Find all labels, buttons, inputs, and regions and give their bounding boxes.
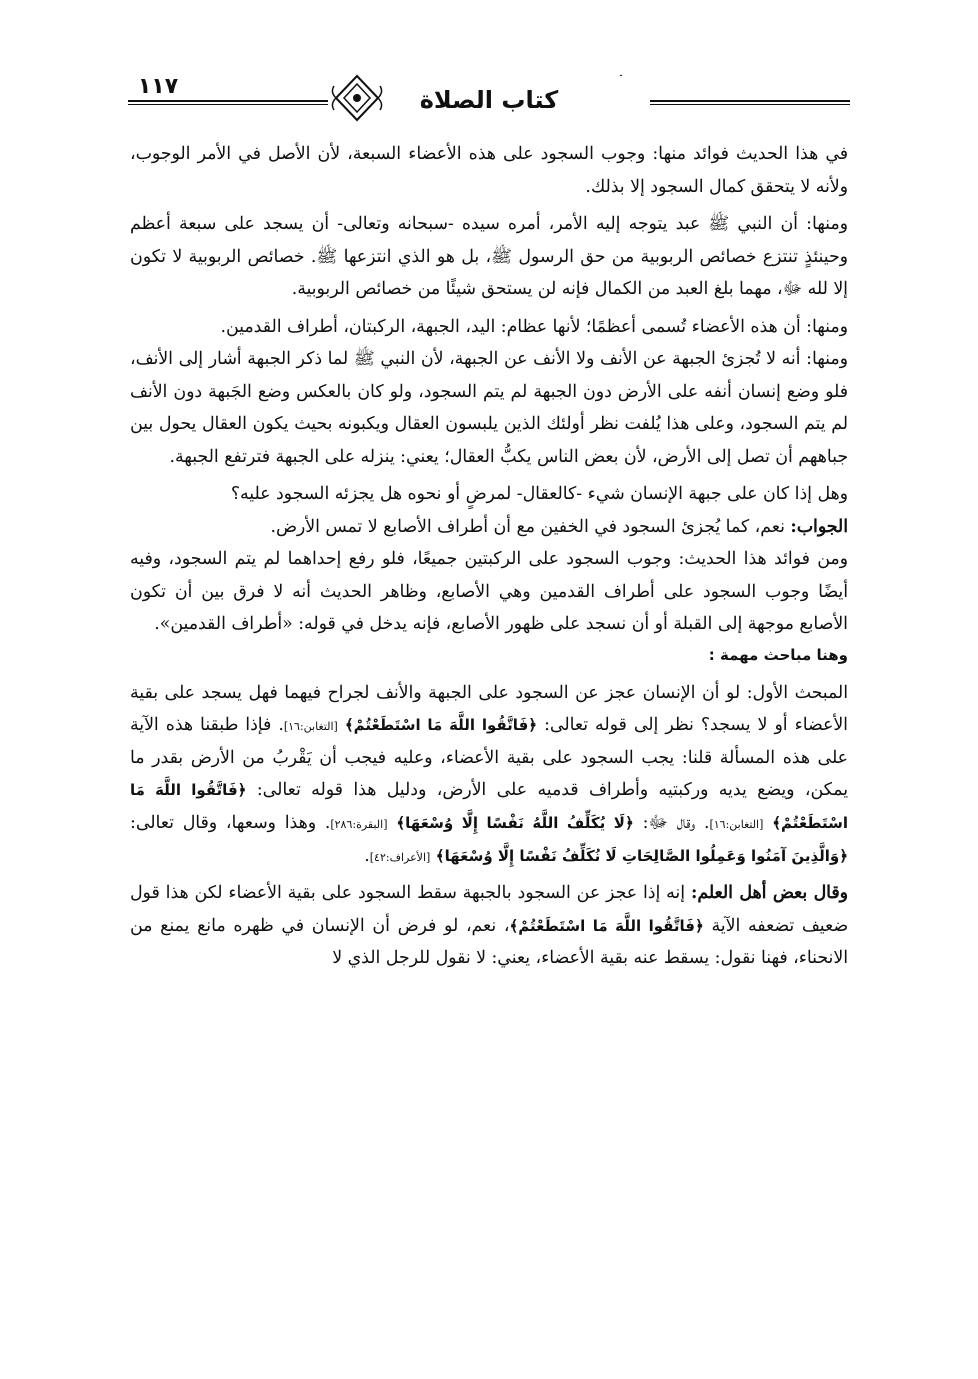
- answer-label: الجواب:: [790, 516, 848, 537]
- paragraph: ومنها: أن هذه الأعضاء تُسمى أعظمًا؛ لأنها عظام: اليد، الجبهة، الركبتان، أطراف القدمين.: [220, 316, 848, 337]
- section-heading: وهنا مباحث مهمة :: [708, 645, 848, 664]
- paragraph-segment: . وقال ﷻ:: [642, 812, 710, 833]
- page-title: كتاب الصلاة: [419, 86, 559, 114]
- verse-reference: [التغابن:١٦]: [709, 817, 764, 831]
- answer-text: نعم، كما يُجزئ السجود في الخفين مع أن أطراف الأصابع لا تمس الأرض.: [270, 516, 785, 537]
- paragraph: [130, 877, 848, 975]
- paragraph: ومن فوائد هذا الحديث: وجوب السجود على الركبتين جميعًا، فلو رفع إحداهما لم يتم السجود، وفيه أيضًا وجوب السجود على أطراف القدمين وهي الأصابع، وظاهر الحديث أنه لا فرق بين أن تكون الأصابع موجهة إلى القبلة أو أن نسجد على ظهور الأصابع، فإنه يدخل في قوله: «أطراف القدمين».: [130, 549, 848, 635]
- page-number: ١١٧: [128, 74, 188, 100]
- topic-label: المبحث الأول:: [746, 682, 848, 703]
- paragraph: ومنها: أنه لا تُجزئ الجبهة عن الأنف ولا الأنف عن الجبهة، لأن النبي ﷺ لما ذكر الجبهة أشار إلى الأنف، فلو وضع إنسان أنفه على الأرض دون الجبهة لم يتم السجود، ولو كان بالعكس وضع الجَبهة دون الأنف لم يتم السجود، وعلى هذا يُلفت نظر أولئك الذين يلبسون العقال ويكبونه بحيث يكون العقال يحول بين جباههم أن تصل إلى الأرض، لأن بعض الناس يكبُّ العقال؛ يعني: ينزله على الجبهة فترتفع الجبهة.: [130, 349, 848, 467]
- quran-verse: ﴿فَاتَّقُوا اللَّهَ مَا اسْتَطَعْتُمْ﴾: [509, 916, 704, 935]
- verse-reference: [البقرة:٢٨٦]: [330, 817, 388, 831]
- paragraph-end: .: [364, 845, 370, 866]
- paragraph-segment: . فإذا طبقنا هذه الآية على هذه المسألة قلنا: يجب السجود على بقية الأعضاء، وعليه فيجب أن يَقْربُ من الأرض بقدر ما يمكن، ويضع يديه وركبتيه وأطراف قدميه على الأرض، ودليل هذا قوله تعالى:: [130, 715, 849, 801]
- page-body: [130, 138, 848, 975]
- topic-text: لو أن الإنسان عجز عن السجود على الجبهة والأنف لجراح فيهما فهل يسجد على بقية الأعضاء أو لا يسجد؟ نظر إلى قوله تعالى:: [130, 682, 848, 736]
- page-header: [128, 72, 850, 130]
- ornament-icon: [328, 72, 386, 124]
- scholars-label: وقال بعض أهل العلم:: [690, 883, 848, 904]
- paragraph: وهل إذا كان على جبهة الإنسان شيء -كالعقال- لمرضٍ أو نحوه هل يجزئه السجود عليه؟: [230, 484, 848, 505]
- paragraph-segment: . وهذا وسعها، وقال تعالى:: [130, 812, 331, 833]
- paragraph: [130, 677, 848, 872]
- paragraph-segment: إنه إذا عجز عن السجود بالجبهة سقط السجود على بقية الأعضاء لكن هذا قول ضعيف تضعفه الآية: [130, 883, 849, 936]
- verse-reference: [الأعراف:٤٢]: [369, 850, 431, 864]
- quran-verse: ﴿فَاتَّقُوا اللَّهَ مَا اسْتَطَعْتُمْ﴾: [344, 716, 538, 735]
- paragraph: في هذا الحديث فوائد منها: وجوب السجود على هذه الأعضاء السبعة، لأن الأصل في الأمر الوجوب، ولأنه لا يتحقق كمال السجود إلا بذلك.: [130, 144, 848, 197]
- verse-reference: [التغابن:١٦]: [283, 720, 338, 734]
- paragraph: ومنها: أن النبي ﷺ عبد يتوجه إليه الأمر، أمره سيده -سبحانه وتعالى- أن يسجد على سبعة أعظم وحينئذٍ تنتزع خصائص الربوبية من حق الرسول ﷺ، بل هو الذي انتزعها ﷺ. خصائص الربوبية لا تكون إلا لله ﷻ، مهما بلغ العبد من الكمال فإنه لن يستحق شيئًا من خصائص الربوبية.: [130, 214, 848, 300]
- quran-verse: ﴿لَا يُكَلِّفُ اللَّهُ نَفْسًا إِلَّا وُسْعَهَا﴾: [396, 813, 634, 832]
- paragraph: [130, 511, 848, 544]
- quran-verse: ﴿وَالَّذِينَ آمَنُوا وَعَمِلُوا الصَّالِحَاتِ لَا نُكَلِّفُ نَفْسًا إِلَّا وُسْعَهَا﴾: [435, 846, 848, 865]
- quran-verse: ﴿فَاتَّقُوا اللَّهَ مَا اسْتَطَعْتُمْ﴾: [130, 781, 848, 832]
- paragraph-segment: ، نعم، لو فرض أن الإنسان في ظهره مانع يمنع من الانحناء، فهنا نقول: يسقط عنه بقية الأعضاء، يعني: لا نقول للرجل الذي لا: [130, 915, 848, 969]
